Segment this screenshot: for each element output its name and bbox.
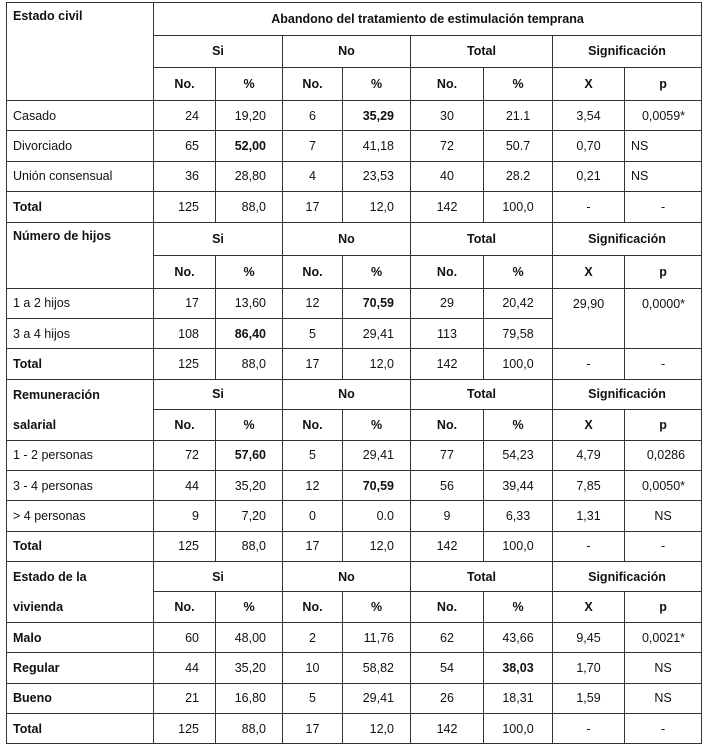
total-row (7, 531, 702, 561)
cell: 0,0050* (625, 470, 702, 500)
group-header-significacion: Significación (553, 562, 702, 592)
cell: 100,0 (484, 192, 553, 222)
cell: 44 (154, 653, 216, 683)
table-row (7, 101, 702, 131)
cell: 2 (283, 622, 343, 652)
cell: 38,03 (484, 653, 553, 683)
row-label: Divorciado (7, 131, 154, 161)
table-title: Abandono del tratamiento de estimulación temprana (154, 3, 702, 36)
subheader-cell: No. (283, 592, 343, 622)
cell: 39,44 (484, 470, 553, 500)
cell: 17 (154, 288, 216, 318)
cell: 12,0 (343, 349, 411, 379)
subheader-cell: p (625, 592, 702, 622)
cell: 5 (283, 440, 343, 470)
table-row (7, 440, 702, 470)
row-label: Total (7, 349, 154, 379)
section-header-row (7, 222, 702, 255)
group-header-si: Si (154, 222, 283, 255)
cell: 12 (283, 288, 343, 318)
empty-cell (625, 318, 702, 348)
cell: 24 (154, 101, 216, 131)
cell: 29,41 (343, 318, 411, 348)
cell: 142 (411, 531, 484, 561)
cell: 54,23 (484, 440, 553, 470)
subheader-cell: % (484, 592, 553, 622)
cell: 16,80 (216, 683, 283, 713)
cell: 28.2 (484, 161, 553, 191)
cell: 21 (154, 683, 216, 713)
table-row (7, 470, 702, 500)
section-header-row (7, 562, 702, 592)
cell: 0,0021* (625, 622, 702, 652)
cell: 12,0 (343, 714, 411, 744)
subheader-cell: % (343, 410, 411, 440)
subheader-cell: X (553, 592, 625, 622)
cell: 72 (411, 131, 484, 161)
group-header-si: Si (154, 379, 283, 409)
cell: 86,40 (216, 318, 283, 348)
data-table (6, 2, 702, 744)
cell: - (625, 192, 702, 222)
cell: 23,53 (343, 161, 411, 191)
empty-cell (553, 318, 625, 348)
subheader-cell: % (343, 68, 411, 101)
cell: 7,20 (216, 501, 283, 531)
cell: 0,70 (553, 131, 625, 161)
cell: 26 (411, 683, 484, 713)
group-header-significacion: Significación (553, 222, 702, 255)
cell: 29,90 (553, 288, 625, 318)
cell: 65 (154, 131, 216, 161)
row-label: Bueno (7, 683, 154, 713)
group-header-no: No (283, 379, 411, 409)
subheader-cell: p (625, 410, 702, 440)
subheader-cell: % (484, 255, 553, 288)
cell: 29 (411, 288, 484, 318)
cell: 125 (154, 349, 216, 379)
cell: NS (625, 683, 702, 713)
cell: 21.1 (484, 101, 553, 131)
cell: 50.7 (484, 131, 553, 161)
section-label-salarial: salarial (7, 410, 154, 440)
cell: NS (625, 653, 702, 683)
cell: 29,41 (343, 683, 411, 713)
cell: 1,59 (553, 683, 625, 713)
group-header-no: No (283, 222, 411, 255)
cell: 11,76 (343, 622, 411, 652)
cell: - (625, 349, 702, 379)
cell: 60 (154, 622, 216, 652)
subheader-cell: No. (154, 592, 216, 622)
group-header-total: Total (411, 562, 553, 592)
subheader-cell: % (343, 592, 411, 622)
row-label: 1 - 2 personas (7, 440, 154, 470)
cell: 3,54 (553, 101, 625, 131)
cell: 10 (283, 653, 343, 683)
cell: 88,0 (216, 714, 283, 744)
cell: 13,60 (216, 288, 283, 318)
subheader-cell: No. (283, 68, 343, 101)
table-row (7, 131, 702, 161)
total-row (7, 349, 702, 379)
cell: 29,41 (343, 440, 411, 470)
group-header-significacion: Significación (553, 35, 702, 68)
cell: NS (625, 501, 702, 531)
cell: 6 (283, 101, 343, 131)
subheader-row (7, 410, 702, 440)
subheader-cell: % (216, 592, 283, 622)
subheader-cell: No. (154, 410, 216, 440)
group-header-no: No (283, 35, 411, 68)
subheader-cell: X (553, 68, 625, 101)
cell: 44 (154, 470, 216, 500)
cell: 35,20 (216, 653, 283, 683)
cell: 48,00 (216, 622, 283, 652)
cell: 43,66 (484, 622, 553, 652)
cell: 35,29 (343, 101, 411, 131)
table-row (7, 288, 702, 318)
subheader-cell: No. (283, 410, 343, 440)
subheader-cell: X (553, 255, 625, 288)
cell: 77 (411, 440, 484, 470)
cell: - (625, 531, 702, 561)
cell: 88,0 (216, 192, 283, 222)
row-label: 1 a 2 hijos (7, 288, 154, 318)
cell: 9 (411, 501, 484, 531)
cell: 88,0 (216, 349, 283, 379)
cell: 4 (283, 161, 343, 191)
cell: 17 (283, 714, 343, 744)
cell: - (553, 349, 625, 379)
group-header-total: Total (411, 379, 553, 409)
subheader-cell: % (484, 68, 553, 101)
cell: - (625, 714, 702, 744)
cell: 125 (154, 192, 216, 222)
cell: 142 (411, 192, 484, 222)
cell: 9 (154, 501, 216, 531)
table-row (7, 318, 702, 348)
section-label-estado-civil: Estado civil (7, 3, 154, 101)
cell: 70,59 (343, 470, 411, 500)
cell: 7,85 (553, 470, 625, 500)
cell: - (553, 192, 625, 222)
row-label: Unión consensual (7, 161, 154, 191)
cell: 12 (283, 470, 343, 500)
row-label: Total (7, 714, 154, 744)
cell: 18,31 (484, 683, 553, 713)
cell: 100,0 (484, 714, 553, 744)
header-row-1 (7, 3, 702, 36)
cell: 125 (154, 531, 216, 561)
subheader-cell: No. (411, 255, 484, 288)
cell: 4,79 (553, 440, 625, 470)
cell: 100,0 (484, 531, 553, 561)
table-row (7, 653, 702, 683)
row-label: 3 - 4 personas (7, 470, 154, 500)
group-header-total: Total (411, 222, 553, 255)
subheader-cell: X (553, 410, 625, 440)
cell: 7 (283, 131, 343, 161)
subheader-cell: p (625, 255, 702, 288)
group-header-total: Total (411, 35, 553, 68)
row-label: 3 a 4 hijos (7, 318, 154, 348)
row-label: Total (7, 531, 154, 561)
cell: 6,33 (484, 501, 553, 531)
subheader-cell: No. (154, 255, 216, 288)
cell: 5 (283, 683, 343, 713)
table-row (7, 501, 702, 531)
cell: 5 (283, 318, 343, 348)
total-row (7, 192, 702, 222)
cell: 9,45 (553, 622, 625, 652)
cell: - (553, 531, 625, 561)
cell: 0.0 (343, 501, 411, 531)
cell: 41,18 (343, 131, 411, 161)
cell: 40 (411, 161, 484, 191)
cell: 12,0 (343, 531, 411, 561)
cell: 1,70 (553, 653, 625, 683)
row-label: > 4 personas (7, 501, 154, 531)
cell: 142 (411, 714, 484, 744)
table-row (7, 683, 702, 713)
cell: 36 (154, 161, 216, 191)
cell: 58,82 (343, 653, 411, 683)
cell: NS (625, 131, 702, 161)
subheader-cell: No. (411, 410, 484, 440)
row-label: Casado (7, 101, 154, 131)
subheader-cell: % (343, 255, 411, 288)
cell: 0,0286 (625, 440, 702, 470)
cell: 54 (411, 653, 484, 683)
cell: 1,31 (553, 501, 625, 531)
section-label-remuneracion: Remuneración (7, 379, 154, 409)
cell: 70,59 (343, 288, 411, 318)
subheader-cell: % (216, 68, 283, 101)
table-row (7, 622, 702, 652)
subheader-cell: % (216, 410, 283, 440)
cell: 35,20 (216, 470, 283, 500)
section-header-row (7, 379, 702, 409)
cell: - (553, 714, 625, 744)
table-row (7, 161, 702, 191)
cell: 0 (283, 501, 343, 531)
total-row (7, 714, 702, 744)
cell: 17 (283, 192, 343, 222)
subheader-cell: No. (411, 68, 484, 101)
subheader-cell: p (625, 68, 702, 101)
subheader-cell: % (216, 255, 283, 288)
cell: 17 (283, 349, 343, 379)
cell: 88,0 (216, 531, 283, 561)
subheader-row (7, 592, 702, 622)
cell: 0,0059* (625, 101, 702, 131)
cell: NS (625, 161, 702, 191)
cell: 57,60 (216, 440, 283, 470)
cell: 100,0 (484, 349, 553, 379)
cell: 62 (411, 622, 484, 652)
cell: 108 (154, 318, 216, 348)
section-label-vivienda-2: vivienda (7, 592, 154, 622)
cell: 30 (411, 101, 484, 131)
cell: 56 (411, 470, 484, 500)
section-label-vivienda: Estado de la (7, 562, 154, 592)
cell: 52,00 (216, 131, 283, 161)
cell: 142 (411, 349, 484, 379)
cell: 72 (154, 440, 216, 470)
cell: 125 (154, 714, 216, 744)
cell: 0,0000* (625, 288, 702, 318)
cell: 20,42 (484, 288, 553, 318)
subheader-cell: No. (411, 592, 484, 622)
group-header-si: Si (154, 562, 283, 592)
subheader-cell: No. (283, 255, 343, 288)
cell: 0,21 (553, 161, 625, 191)
group-header-no: No (283, 562, 411, 592)
section-label-hijos: Número de hijos (7, 222, 154, 288)
cell: 12,0 (343, 192, 411, 222)
cell: 113 (411, 318, 484, 348)
row-label: Total (7, 192, 154, 222)
cell: 19,20 (216, 101, 283, 131)
cell: 28,80 (216, 161, 283, 191)
row-label: Malo (7, 622, 154, 652)
cell: 17 (283, 531, 343, 561)
row-label: Regular (7, 653, 154, 683)
group-header-significacion: Significación (553, 379, 702, 409)
cell: 79,58 (484, 318, 553, 348)
subheader-cell: % (484, 410, 553, 440)
group-header-si: Si (154, 35, 283, 68)
subheader-cell: No. (154, 68, 216, 101)
